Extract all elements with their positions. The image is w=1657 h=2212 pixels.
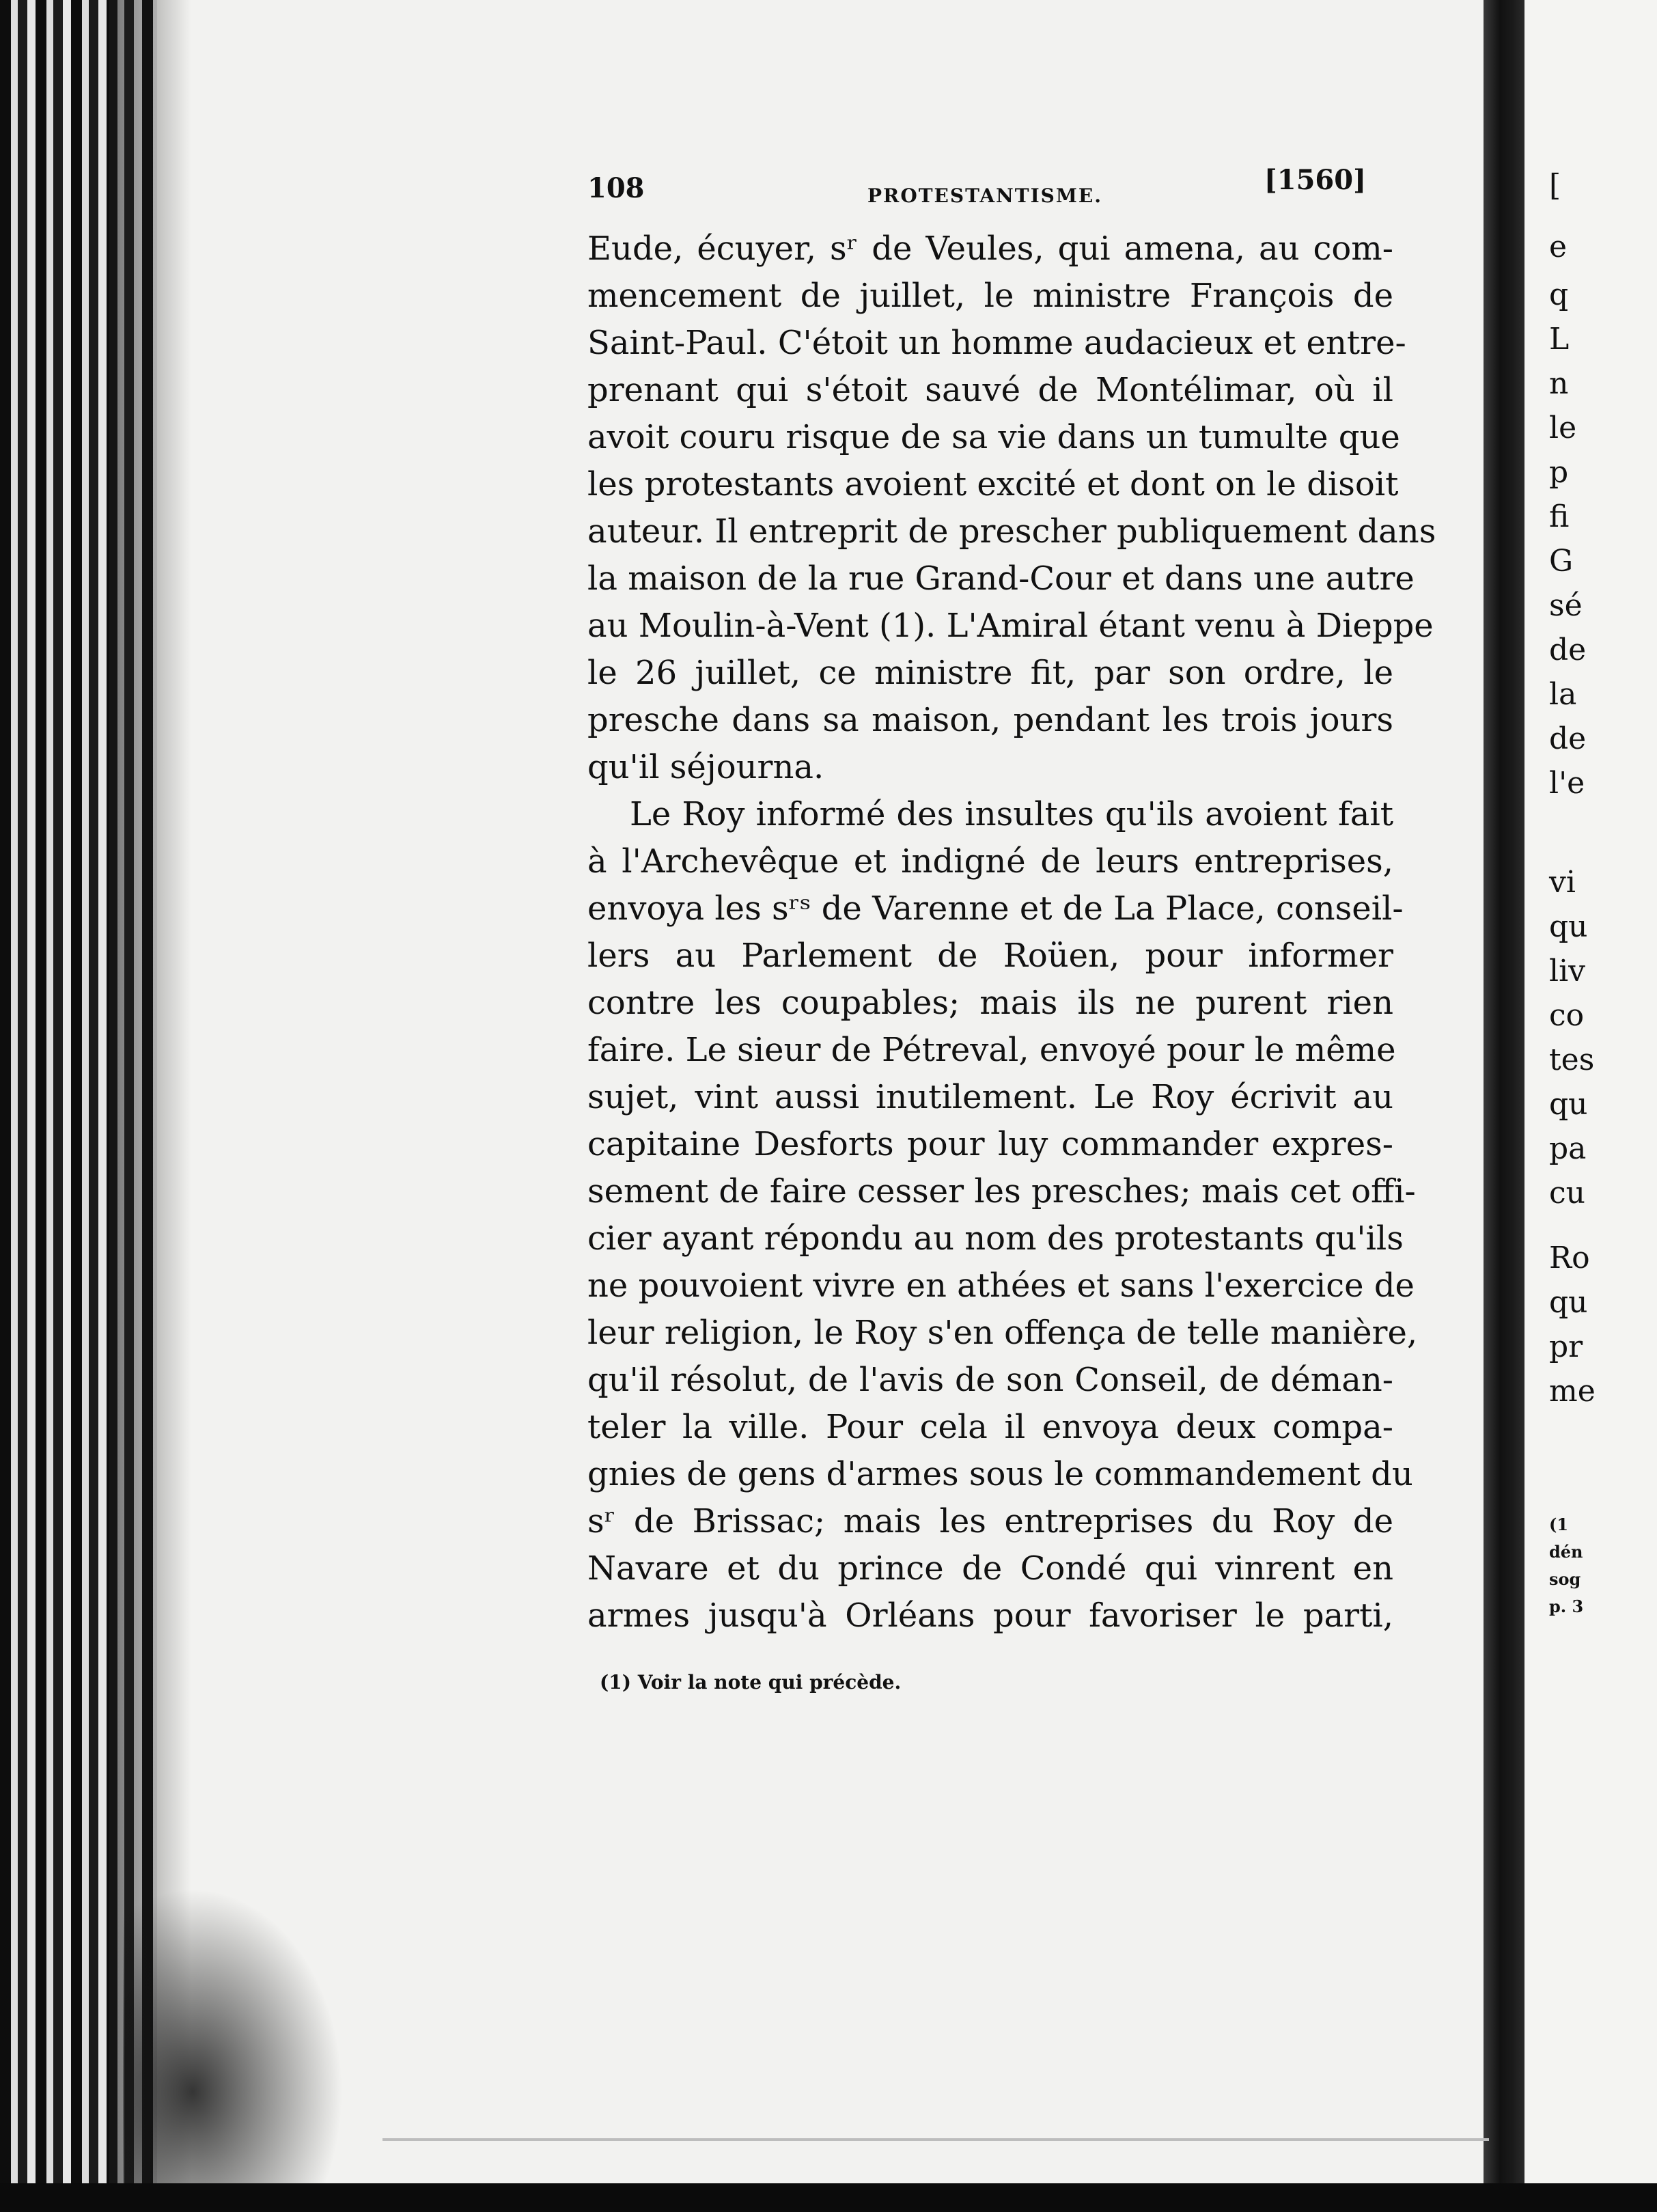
facing-page-fragment: qu bbox=[1549, 909, 1588, 944]
running-header bbox=[587, 164, 1393, 219]
facing-page-fragment: de bbox=[1549, 633, 1587, 667]
text-line: Saint-Paul. C'étoit un homme audacieux et entre- bbox=[587, 324, 1406, 362]
facing-page-fragment: le bbox=[1549, 411, 1577, 445]
text-line: à l'Archevêque et indigné de leurs entreprises, bbox=[587, 842, 1393, 881]
facing-page-fragment: p bbox=[1549, 455, 1569, 490]
text-line: capitaine Desforts pour luy commander expres- bbox=[587, 1125, 1393, 1163]
facing-page-fragment: p. 3 bbox=[1549, 1596, 1584, 1616]
facing-page bbox=[1524, 0, 1657, 2212]
text-line: sʳ de Brissac; mais les entreprises du Roy de bbox=[587, 1502, 1393, 1540]
page-bottom-edge bbox=[382, 2138, 1489, 2141]
facing-page-fragment: liv bbox=[1549, 954, 1586, 989]
text-line: presche dans sa maison, pendant les trois jours bbox=[587, 701, 1393, 739]
text-line: la maison de la rue Grand-Cour et dans une autre bbox=[587, 559, 1415, 598]
facing-page-fragment: [ bbox=[1549, 168, 1561, 203]
facing-page-fragment: sé bbox=[1549, 588, 1583, 623]
facing-page-fragment: me bbox=[1549, 1374, 1596, 1409]
text-line: Navare et du prince de Condé qui vinrent en bbox=[587, 1549, 1393, 1588]
facing-page-fragment: pa bbox=[1549, 1131, 1587, 1166]
text-line: cier ayant répondu au nom des protestants qu'ils bbox=[587, 1219, 1404, 1258]
facing-page-fragment: vi bbox=[1549, 865, 1576, 900]
text-line: ne pouvoient vivre en athées et sans l'exercice de bbox=[587, 1267, 1415, 1305]
text-line: envoya les sʳˢ de Varenne et de La Place, conseil- bbox=[587, 889, 1404, 928]
facing-page-fragment: co bbox=[1549, 998, 1585, 1033]
text-line: Le Roy informé des insultes qu'ils avoient fait bbox=[630, 795, 1393, 833]
text-line: armes jusqu'à Orléans pour favoriser le parti, bbox=[587, 1596, 1393, 1635]
facing-page-fragment: cu bbox=[1549, 1176, 1585, 1211]
facing-page-fragment: q bbox=[1549, 277, 1569, 312]
book-gutter bbox=[1484, 0, 1524, 2212]
text-line: Eude, écuyer, sʳ de Veules, qui amena, au com- bbox=[587, 230, 1393, 268]
thumb-shadow bbox=[123, 1872, 355, 2186]
facing-page-fragment: pr bbox=[1549, 1329, 1583, 1364]
text-line: contre les coupables; mais ils ne purent rien bbox=[587, 984, 1393, 1022]
facing-page-fragment: la bbox=[1549, 677, 1577, 712]
facing-page-fragment: G bbox=[1549, 544, 1574, 579]
text-line: le 26 juillet, ce ministre fit, par son ordre, le bbox=[587, 654, 1393, 692]
text-line: sement de faire cesser les presches; mais cet offi- bbox=[587, 1172, 1416, 1211]
facing-page-fragment: Ro bbox=[1549, 1241, 1590, 1275]
page-content bbox=[587, 164, 1436, 1693]
facing-page-fragment: e bbox=[1549, 230, 1568, 264]
running-title: PROTESTANTISME. bbox=[867, 184, 1102, 207]
body-text bbox=[587, 225, 1436, 1640]
text-line: prenant qui s'étoit sauvé de Montélimar, où il bbox=[587, 371, 1393, 409]
text-line: avoit couru risque de sa vie dans un tumulte que bbox=[587, 418, 1400, 456]
text-line: gnies de gens d'armes sous le commandement du bbox=[587, 1455, 1413, 1493]
text-line: qu'il séjourna. bbox=[587, 748, 824, 786]
facing-page-fragment: tes bbox=[1549, 1042, 1595, 1077]
facing-page-fragment: sog bbox=[1549, 1569, 1581, 1589]
facing-page-fragment: fi bbox=[1549, 499, 1570, 534]
facing-page-fragment: dén bbox=[1549, 1542, 1583, 1562]
text-line: mencement de juillet, le ministre François de bbox=[587, 277, 1393, 315]
footnote: (1) Voir la note qui précède. bbox=[600, 1671, 902, 1693]
text-line: au Moulin-à-Vent (1). L'Amiral étant venu à Dieppe bbox=[587, 607, 1434, 645]
facing-page-fragment: (1 bbox=[1549, 1515, 1569, 1534]
facing-page-fragment: l'e bbox=[1549, 766, 1585, 801]
text-line: les protestants avoient excité et dont on le disoit bbox=[587, 465, 1399, 503]
header-year: [1560] bbox=[1264, 164, 1366, 196]
facing-page-fragment: n bbox=[1549, 366, 1569, 401]
scan-border bbox=[0, 2183, 1657, 2212]
text-line: faire. Le sieur de Pétreval, envoyé pour le même bbox=[587, 1031, 1396, 1069]
text-line: sujet, vint aussi inutilement. Le Roy écrivit au bbox=[587, 1078, 1393, 1116]
text-line: leur religion, le Roy s'en offença de telle manière, bbox=[587, 1314, 1418, 1352]
text-line: auteur. Il entreprit de prescher publiquement dans bbox=[587, 512, 1436, 551]
text-line: teler la ville. Pour cela il envoya deux compa- bbox=[587, 1408, 1393, 1446]
facing-page-fragment: L bbox=[1549, 322, 1570, 357]
text-line: lers au Parlement de Roüen, pour informer bbox=[587, 937, 1393, 975]
facing-page-fragment: de bbox=[1549, 721, 1587, 756]
facing-page-fragment: qu bbox=[1549, 1285, 1588, 1320]
page-number: 108 bbox=[587, 172, 645, 204]
text-line: qu'il résolut, de l'avis de son Conseil, de déman- bbox=[587, 1361, 1393, 1399]
facing-page-fragment: qu bbox=[1549, 1087, 1588, 1122]
